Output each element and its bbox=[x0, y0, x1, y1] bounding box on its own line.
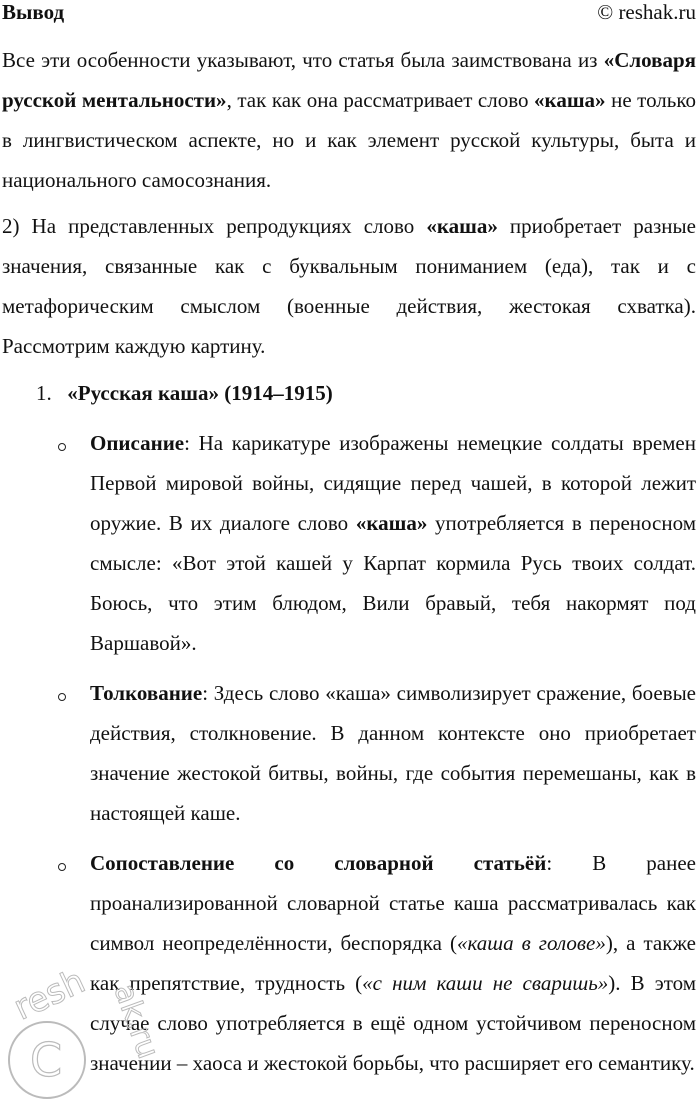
bullet-icon bbox=[58, 693, 66, 701]
paragraph-reproductions bbox=[2, 206, 696, 366]
sub-item-description bbox=[90, 423, 696, 663]
list-item-heading bbox=[36, 373, 696, 413]
bold-text: «каша» bbox=[355, 511, 428, 535]
text: ). В этом случае слово употребляется в ещё одном устойчивом переносном значении – хаоса и жестокой борьбы, что расширяет его семантику. bbox=[90, 971, 697, 1075]
text: употребляется в переносном смысле: «Вот этой кашей у Карпат кормила Русь твоих солдат. Боюсь, что этим блюдом, Вили бравый, тебя накормят под Варшавой». bbox=[90, 511, 696, 655]
italic-text: «с ним каши не сваришь» bbox=[362, 971, 609, 995]
text: : На карикатуре изображены немецкие солдаты времен Первой мировой войны, сидящие перед чашей, в которой лежит оружие. В их диалоге слово bbox=[90, 431, 696, 535]
text: : Здесь слово «каша» символизирует сражение, боевые действия, столкновение. В данном контексте оно приобретает значение жестокой битвы, войны, где события перемешаны, как в настоящей каше. bbox=[90, 681, 696, 825]
italic-text: «каша в голове» bbox=[456, 931, 606, 955]
bold-text: Толкование bbox=[90, 681, 203, 705]
bold-text: «Словаря русской ментальности» bbox=[2, 48, 696, 112]
list-title: «Русская каша» (1914–1915) bbox=[67, 381, 333, 405]
text: , так как она рассматривает слово bbox=[226, 88, 535, 112]
bold-text: Сопоставление со словарной статьёй bbox=[90, 851, 547, 875]
sub-item-interpretation bbox=[90, 673, 696, 833]
copyright-text: © reshak.ru bbox=[597, 0, 696, 24]
text: 2) На представленных репродукциях слово bbox=[2, 214, 427, 238]
bold-text: «каша» bbox=[426, 214, 498, 238]
sub-item-comparison bbox=[90, 843, 696, 1083]
bullet-icon bbox=[58, 863, 66, 871]
text: приобретает разные значения, связанные как с буквальным пониманием (еда), так и с метафорическим смыслом (военные действия, жестокая схватка). Рассмотрим каждую картину. bbox=[2, 214, 696, 358]
text: Все эти особенности указывают, что статья была заимствована из bbox=[2, 48, 604, 72]
bullet-icon bbox=[58, 443, 66, 451]
text: : В ранее проанализированной словарной статье каша рассматривалась как символ неопределённости, беспорядка ( bbox=[90, 851, 697, 955]
bold-text: «каша» bbox=[534, 88, 606, 112]
page-header bbox=[2, 0, 696, 26]
svg-text:C: C bbox=[30, 1033, 63, 1087]
list-number: 1. bbox=[36, 381, 52, 405]
section-title: Вывод bbox=[2, 0, 65, 24]
paragraph-conclusion bbox=[2, 40, 696, 200]
text: ), а также как препятствие, трудность ( bbox=[90, 931, 697, 995]
svg-text:resh: resh bbox=[7, 961, 92, 1029]
bold-text: Описание bbox=[90, 431, 185, 455]
text: не только в лингвистическом аспекте, но и как элемент русской культуры, быта и национального самосознания. bbox=[2, 88, 696, 192]
svg-text:ak.ru: ak.ru bbox=[106, 979, 166, 1064]
